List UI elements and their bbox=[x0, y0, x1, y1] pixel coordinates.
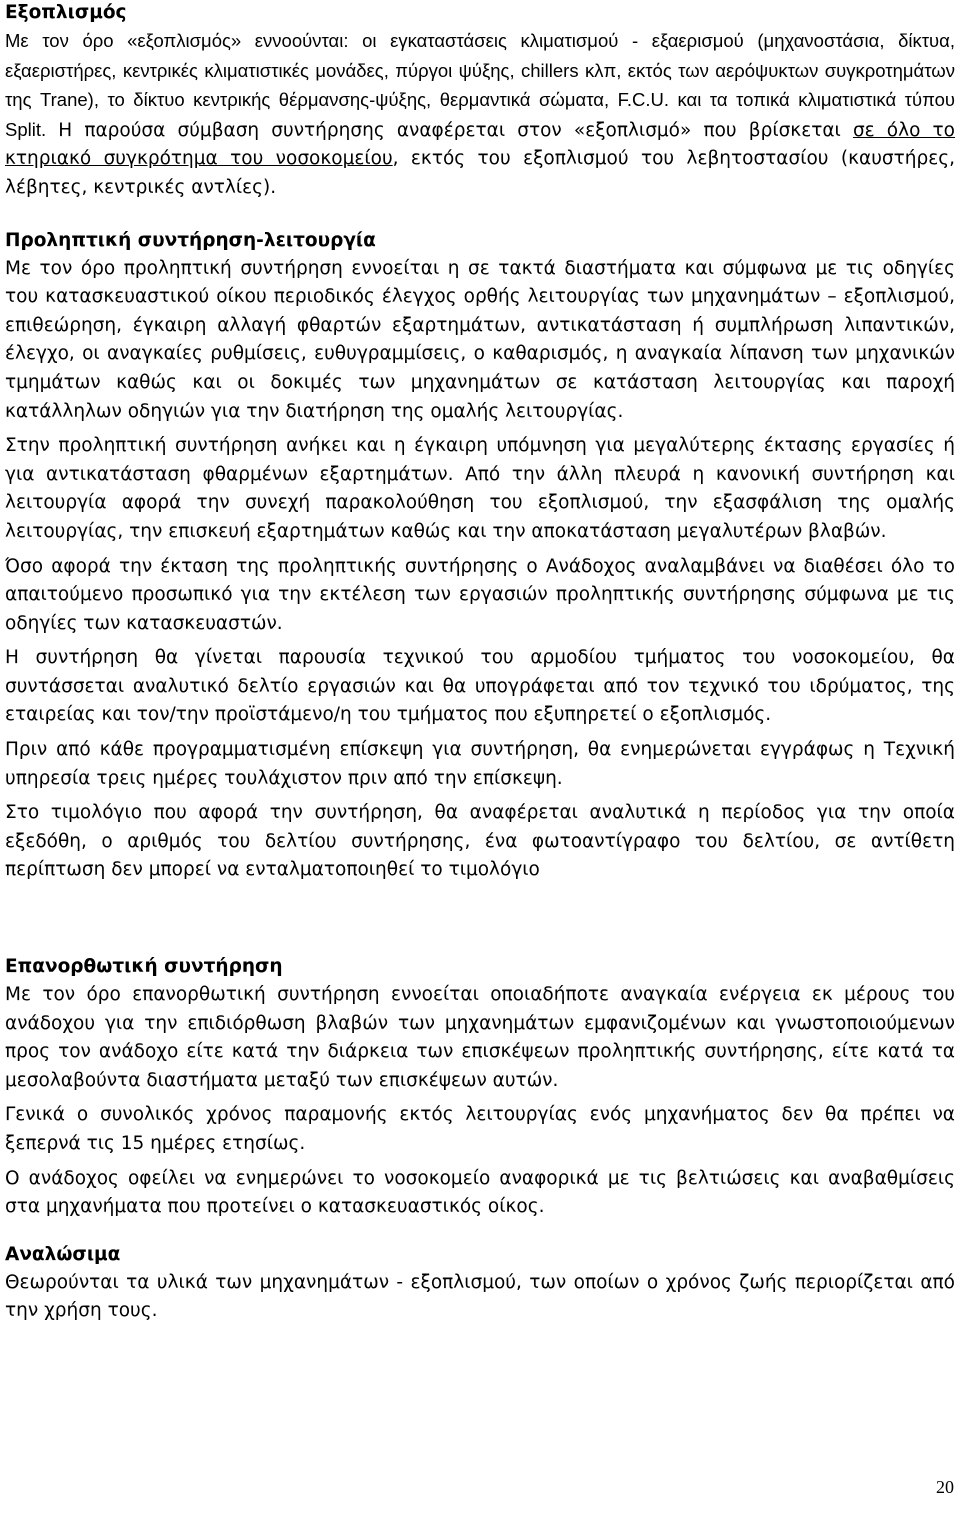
preventive-paragraph-5: Πριν από κάθε προγραμματισμένη επίσκεψη για συντήρηση, θα ενημερώνεται εγγράφως η Τεχνική υπηρεσία τρεις ημέρες τουλάχιστον πριν από την επίσκεψη. bbox=[5, 739, 955, 789]
corrective-paragraph-3: Ο ανάδοχος οφείλει να ενημερώνει το νοσοκομείο αναφορικά με τις βελτιώσεις και αναβαθμίσεις στα μηχανήματα που προτείνει ο κατασκευαστικός οίκος. bbox=[5, 1167, 955, 1218]
section-equipment bbox=[5, 0, 955, 203]
preventive-paragraph-2: Στην προληπτική συντήρηση ανήκει και η έγκαιρη υπόμνηση για μεγαλύτερης έκτασης εργασίες ή για αντικατάσταση φθαρμένων εξαρτημάτων. Από την άλλη πλευρά η κανονική συντήρηση και λειτουργία αφορά την συνεχή παρακολούθηση του εξοπλισμού, την εξασφάλιση της ομαλής λειτουργίας, την επισκευή εξαρτημάτων καθώς και την αποκατάσταση μεγαλυτέρων βλαβών. bbox=[5, 435, 955, 542]
section-heading-corrective: Επανορθωτική συντήρηση bbox=[5, 956, 283, 978]
section-corrective-maintenance bbox=[5, 954, 955, 1222]
preventive-paragraph-1: Με τον όρο προληπτική συντήρηση εννοείται η σε τακτά διαστήματα και σύμφωνα με τις οδηγίες του κατασκευαστικού οίκου περιοδικός έλεγχος ορθής λειτουργίας των μηχανημάτων – εξοπλισμού, επιθεώρηση, έγκαιρη αλλαγή φθαρτών εξαρτημάτων, αντικατάσταση ή συμπλήρωση λιπαντικών, έλεγχο, οι αναγκαίες ρυθμίσεις, ευθυγραμμίσεις, ο καθαρισμός, η αναγκαία λίπανση των μηχανικών τμημάτων καθώς και οι δοκιμές των μηχανημάτων σε κατάσταση λειτουργίας και παροχή κατάλληλων οδηγιών για την διατήρηση της ομαλής λειτουργίας. bbox=[5, 257, 955, 422]
section-consumables bbox=[5, 1242, 955, 1326]
corrective-paragraph-1: Με τον όρο επανορθωτική συντήρηση εννοείται οποιαδήποτε αναγκαία ενέργεια εκ μέρους του ανάδοχου για την επιδιόρθωση βλαβών των μηχανημάτων εμφανιζομένων και γνωστοποιούμενων προς τον ανάδοχο είτε κατά την διάρκεια των επισκέψεων προληπτικής συντήρησης, είτε κατά τα μεσολαβούντα διαστήματα μεταξύ των επισκέψεων αυτών. bbox=[5, 984, 955, 1091]
equipment-text-part1: Με τον όρο «εξοπλισμός» εννοούνται: οι εγκαταστάσεις κλιματισμού - εξαερισμού (μηχανοστάσια, δίκτυα, εξαεριστήρες, κεντρικές κλιματιστικές μονάδες, πύργοι ψύξης, chillers κλπ, εκτός των αερόψυκτων συγκροτημάτων της Trane), το δίκτυο κεντρικής θέρμανσης-ψύξης, θερμαντικά σώματα, F.C.U. και τα τοπικά κλιματιστικά τύπου Split. bbox=[5, 30, 955, 140]
equipment-text-part3: , εκτός του εξοπλισμού του λεβητοστασίου (καυστήρες, λέβητες, κεντρικές αντλίες). bbox=[5, 148, 955, 198]
preventive-paragraph-6: Στο τιμολόγιο που αφορά την συντήρηση, θα αναφέρεται αναλυτικά η περίοδος για την οποία εξεδόθη, ο αριθμός του δελτίου συντήρησης, ένα φωτοαντίγραφο του δελτίου, σε αντίθετη περίπτωση δεν μπορεί να ενταλματοποιηθεί το τιμολόγιο bbox=[5, 802, 955, 881]
section-heading-equipment: Εξοπλισμός bbox=[5, 2, 127, 23]
consumables-paragraph: Θεωρούνται τα υλικά των μηχανημάτων - εξοπλισμού, των οποίων ο χρόνος ζωής περιορίζεται από την χρήση τους. bbox=[5, 1271, 955, 1322]
section-heading-consumables: Αναλώσιμα bbox=[5, 1243, 121, 1265]
corrective-paragraph-2: Γενικά ο συνολικός χρόνος παραμονής εκτός λειτουργίας ενός μηχανήματος δεν θα πρέπει να ξεπερνά τις 15 ημέρες ετησίως. bbox=[5, 1104, 955, 1154]
page-number: 20 bbox=[936, 1477, 954, 1497]
document-page bbox=[5, 0, 955, 1332]
section-heading-preventive: Προληπτική συντήρηση-λειτουργία bbox=[5, 229, 376, 251]
preventive-paragraph-4: Η συντήρηση θα γίνεται παρουσία τεχνικού του αρμοδίου τμήματος του νοσοκομείου, θα συντάσσεται αναλυτικό δελτίο εργασιών και θα υπογράφεται από τον τεχνικό του ιδρύματος, της εταιρείας και τον/την προϊστάμενο/η του τμήματος που εξυπηρετεί ο εξοπλισμός. bbox=[5, 647, 955, 726]
preventive-paragraph-3: Όσο αφορά την έκταση της προληπτικής συντήρησης ο Ανάδοχος αναλαμβάνει να διαθέσει όλο το απαιτούμενο προσωπικό για την εκτέλεση των εργασιών προληπτικής συντήρησης σύμφωνα με τις οδηγίες των κατασκευαστών. bbox=[5, 555, 955, 634]
equipment-paragraph bbox=[5, 27, 955, 203]
equipment-underlined-text: σε όλο το κτηριακό συγκρότημα του νοσοκομείου bbox=[5, 119, 955, 170]
section-preventive-maintenance bbox=[5, 228, 955, 885]
equipment-text-part2: Η παρούσα σύμβαση συντήρησης αναφέρεται στον «εξοπλισμό» που βρίσκεται bbox=[46, 119, 853, 141]
